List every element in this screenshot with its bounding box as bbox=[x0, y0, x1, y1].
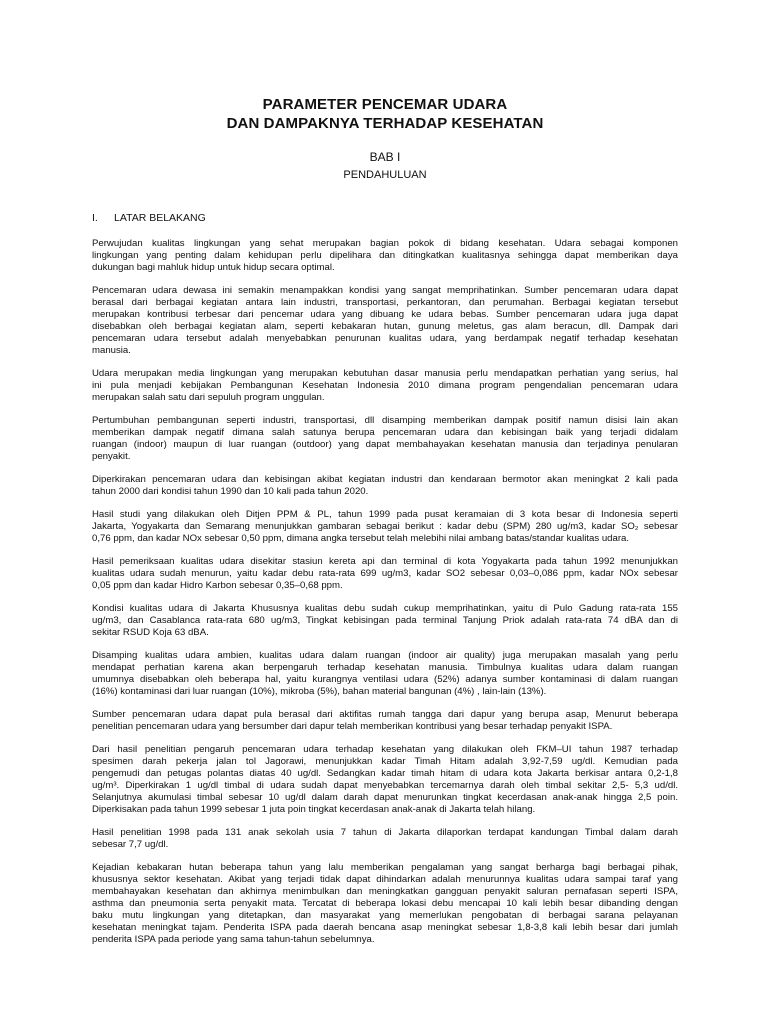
chapter-title: PENDAHULUAN bbox=[343, 169, 427, 181]
section-title: LATAR BELAKANG bbox=[114, 212, 206, 224]
paragraph-line: dukungan bagi mahluk hidup untuk hidup secara optimal. bbox=[92, 262, 335, 273]
paragraph-line: pengemudi dan petugas polantas diatas 40 ug/dl. Sedangkan kadar timah hitam di udara kota Jakarta berkisar antara 0,2-1,8 bbox=[92, 768, 678, 779]
paragraph bbox=[92, 744, 678, 816]
paragraph-line: tahun 2000 dari kondisi tahun 1990 dan 10 kali pada tahun 2020. bbox=[92, 486, 369, 497]
paragraph-line: Kondisi kualitas udara di Jakarta Khususnya kualitas debu sudah cukup memprihatinkan, yaitu di Pulo Gadung rata-rata 155 bbox=[92, 603, 678, 614]
paragraph-line: Hasil studi yang dilakukan oleh Ditjen PPM & PL, tahun 1999 pada pusat keramaian di 3 kota besar di Indonesia seperti bbox=[92, 509, 678, 520]
paragraph-line: Diperkirakan pencemaran udara dan kebisingan akibat kegiatan industri dan kendaraan bermotor akan meningkat 2 kali pada bbox=[92, 474, 678, 485]
paragraph-line: Jakarta, Yogyakarta dan Semarang menunjukkan gambaran sebagai berikut : kadar debu (SPM) 280 ug/m3, kadar SO₂ sebesar bbox=[92, 521, 678, 532]
paragraph-line: memberikan dampak negatif dimana salah satunya berupa pencemaran udara dan kebisingan baik yang terjadi didalam bbox=[92, 427, 678, 438]
paragraph-line: Kejadian kebakaran hutan beberapa tahun yang lalu memberikan pengalaman yang sangat berharga bagi berbagai pihak, bbox=[92, 862, 678, 873]
paragraph-line: ruangan (indoor) maupun di luar ruangan (outdoor) yang dapat membahayakan kesehatan manusia dan terjadinya penularan bbox=[92, 439, 678, 450]
paragraph-line: baku mutu lingkungan yang ditetapkan, dan masyarakat yang memerlukan pengobatan di berbagai sarana pelayanan bbox=[92, 910, 678, 921]
document-title bbox=[92, 95, 678, 133]
paragraph-line: berasal dari berbagai kegiatan antara lain industri, transportasi, perkantoran, dan perumahan. Berbagai kegiatan tersebut bbox=[92, 297, 678, 308]
paragraph-line: kesehatan meningkat tajam. Penderita ISPA pada daerah bencana asap meningkat sebesar 1,8-3,8 kali lebih besar dari jumlah bbox=[92, 922, 678, 933]
paragraph bbox=[92, 862, 678, 946]
paragraph-line: umumnya disebabkan oleh beberapa hal, yaitu kurangnya ventilasi udara (52%) adanya sumber kontaminasi di dalam ruangan bbox=[92, 674, 678, 685]
paragraph bbox=[92, 556, 678, 592]
paragraph bbox=[92, 509, 678, 545]
paragraph-line: penderita ISPA pada periode yang sama tahun-tahun sebelumnya. bbox=[92, 934, 375, 945]
title-line-1: PARAMETER PENCEMAR UDARA bbox=[262, 96, 508, 113]
paragraph-line: Hasil penelitian 1998 pada 131 anak sekolah usia 7 tahun di Jakarta dilaporkan terdapat kandungan Timbal dalam darah bbox=[92, 827, 678, 838]
paragraph-line: Disamping kualitas udara ambien, kualitas udara dalam ruangan (indoor air quality) juga merupakan masalah yang perlu bbox=[92, 650, 678, 661]
paragraph-line: membahayakan kesehatan dan akhirnya menimbulkan dan meningkatkan gangguan penyakit saluran pernafasan seperti ISPA, bbox=[92, 886, 678, 897]
paragraph-line: Pencemaran udara dewasa ini semakin menampakkan kondisi yang sangat memprihatinkan. Sumber pencemaran udara dapat bbox=[92, 285, 678, 296]
paragraph-line: Dari hasil penelitian pengaruh pencemaran udara terhadap kesehatan yang dilakukan oleh FKM–UI tahun 1987 terhadap bbox=[92, 744, 678, 755]
paragraph-line: kualitas udara sudah menurun, yaitu kadar debu rata-rata 699 ug/m3, kadar SO2 sebesar 0,03–0,086 ppm, kadar NOx sebesar bbox=[92, 568, 678, 579]
paragraph-line: disebabkan oleh berbagai kegiatan alam, seperti kebakaran hutan, gunung meletus, gas alam beracun, dll. Dampak dari bbox=[92, 321, 678, 332]
paragraph-line: merupakan kontribusi terbesar dari pencemar udara yang dibuang ke udara bebas. Sumber pencemaran udara juga dapat bbox=[92, 309, 678, 320]
paragraph-line: pencemaran udara tersebut adalah menyebabkan penurunan kualitas udara, yang berdampak negatif terhadap kesehatan bbox=[92, 333, 678, 344]
paragraph bbox=[92, 238, 678, 274]
paragraph-line: merupakan salah satu dari sepuluh program unggulan. bbox=[92, 392, 325, 403]
paragraph bbox=[92, 285, 678, 357]
paragraph-line: Hasil pemeriksaan kualitas udara disekitar stasiun kereta api dan terminal di kota Yogyakarta pada tahun 1992 menunjukkan bbox=[92, 556, 678, 567]
paragraph-line: khususnya sektor kesehatan. Akibat yang terjadi tidak dapat dihindarkan adalah menurunnya kualitas udara sampai taraf yang bbox=[92, 874, 678, 885]
body-text bbox=[92, 238, 678, 946]
paragraph-line: sekitar RSUD Koja 63 dBA. bbox=[92, 627, 209, 638]
paragraph-line: (16%) kontaminasi dari luar ruangan (10%), mikroba (5%), bahan material bangunan (4%) , lain-lain (13%). bbox=[92, 686, 547, 697]
paragraph-line: Diperkisakan pada tahun 1999 sebesar 1 juta poin tingkat kecerdasan anak-anak di Jakarta telah hilang. bbox=[92, 804, 536, 815]
paragraph-line: Udara merupakan media lingkungan yang merupakan kebutuhan dasar manusia perlu mendapatkan perhatian yang serius, hal bbox=[92, 368, 678, 379]
paragraph-line: penelitian pencemaran udara yang bersumber dari dapur telah memberikan kontribusi yang besar terhadap penyakit ISPA. bbox=[92, 721, 613, 732]
paragraph-line: spesimen darah pekerja jalan tol Jagorawi, menunjukkan kadar Timah Hitam adalah 3,92-7,59 ug/dl. Kemudian pada bbox=[92, 756, 678, 767]
paragraph-line: ug/m³. Diperkirakan 1 ug/dl timbal di udara sudah dapat menyebabkan tercemarnya darah oleh timbal sekitar 2,5- 5,3 ud/dl. bbox=[92, 780, 678, 791]
paragraph-line: ug/m3, dan Casablanca rata-rata 680 ug/m3, Tingkat kebisingan pada terminal Tanjung Priok adalah rata-rata 74 dBA dan di bbox=[92, 615, 678, 626]
paragraph-line: Pertumbuhan pembangunan seperti industri, transportasi, dll disamping memberikan dampak positif namun disisi lain akan bbox=[92, 415, 678, 426]
paragraph bbox=[92, 415, 678, 463]
title-line-2: DAN DAMPAKNYA TERHADAP KESEHATAN bbox=[226, 115, 544, 132]
paragraph-line: asthma dan pneumonia serta penyakit mata. Tercatat di beberapa lokasi debu mencapai 10 kali lebih besar dibanding dengan bbox=[92, 898, 678, 909]
paragraph-line: 0,05 ppm dan kadar Hidro Karbon sebesar 0,35–0,68 ppm. bbox=[92, 580, 343, 591]
paragraph bbox=[92, 474, 678, 498]
paragraph-line: Sumber pencemaran udara dapat pula berasal dari aktifitas rumah tangga dari dapur yang berupa asap, Menurut beberapa bbox=[92, 709, 678, 720]
paragraph-line: sebesar 7,7 ug/dl. bbox=[92, 839, 169, 850]
paragraph-line: ini pula menjadi kebijakan Pembangunan Kesehatan Indonesia 2010 dimana program pengendalian pencemaran udara bbox=[92, 380, 678, 391]
paragraph-line: mendapat perhatian karena akan berpengaruh terhadap kesehatan manusia. Timbulnya kualitas udara dalam ruangan bbox=[92, 662, 678, 673]
paragraph-line: 0,76 ppm, dan kadar NOx sebesar 0,50 ppm, dimana angka tersebut telah melebihi nilai ambang batas/standar kualitas udara. bbox=[92, 533, 630, 544]
paragraph-line: lingkungan yang penting dalam kehidupan perlu dipelihara dan ditingkatkan kualitasnya sehingga dapat memberikan daya bbox=[92, 250, 678, 261]
section-heading bbox=[92, 212, 678, 225]
paragraph-line: penyakit. bbox=[92, 451, 131, 462]
paragraph-line: manusia. bbox=[92, 345, 131, 356]
paragraph-line: Perwujudan kualitas lingkungan yang sehat merupakan bagian pokok di bidang kesehatan. Udara sebagai komponen bbox=[92, 238, 678, 249]
paragraph bbox=[92, 827, 678, 851]
paragraph bbox=[92, 603, 678, 639]
paragraph bbox=[92, 650, 678, 698]
section-number: I. bbox=[92, 212, 98, 224]
paragraph bbox=[92, 368, 678, 404]
chapter-number: BAB I bbox=[369, 150, 401, 164]
paragraph-line: Selanjutnya akumulasi timbal sebesar 10 ug/dl dalam darah dapat menurunkan tingkat kecerdasan anak-anak hingga 2,5 poin. bbox=[92, 792, 678, 803]
paragraph bbox=[92, 709, 678, 733]
